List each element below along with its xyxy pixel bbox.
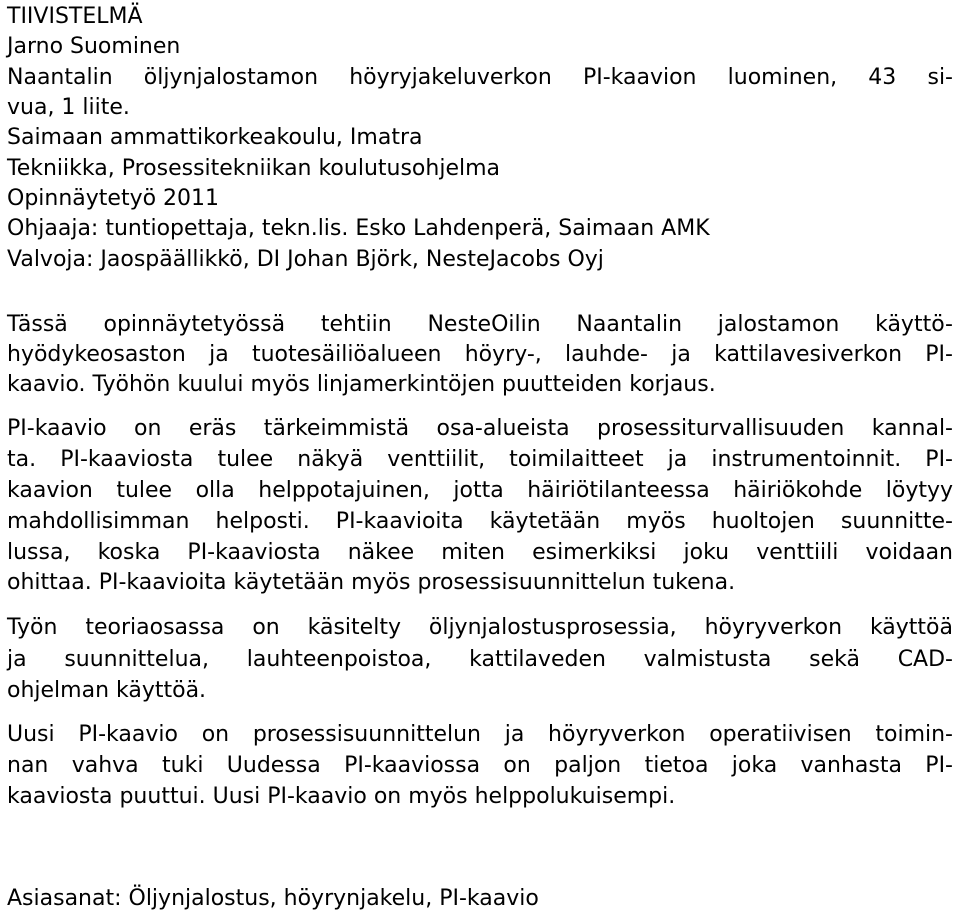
paragraph-2-line-1: PI-kaavio on eräs tärkeimmistä osa-alueista prosessiturvallisuuden kannal- (7, 416, 953, 441)
paragraph-2-line-4: mahdollisimman helposti. PI-kaavioita käytetään myös huoltojen suunnitte- (7, 509, 953, 534)
paragraph-3-line-3: ohjelman käyttöä. (7, 678, 207, 703)
paragraph-4-line-1: Uusi PI-kaavio on prosessisuunnittelun ja höyryverkon operatiivisen toimin- (7, 722, 953, 747)
paragraph-2-line-3: kaavion tulee olla helppotajuinen, jotta häiriötilanteessa häiriökohde löytyy (7, 478, 953, 503)
thesis-year: Opinnäytetyö 2011 (7, 186, 220, 211)
paragraph-1-line-1: Tässä opinnäytetyössä tehtiin NesteOilin Naantalin jalostamon käyttö- (7, 312, 953, 337)
paragraph-3-line-2: ja suunnittelua, lauhteenpoistoa, kattilaveden valmistusta sekä CAD- (7, 647, 953, 672)
paragraph-4-line-3: kaaviosta puuttui. Uusi PI-kaavio on myös helppolukuisempi. (7, 784, 676, 809)
paragraph-3-line-1: Työn teoriaosassa on käsitelty öljynjalostusprosessia, höyryverkon käyttöä (7, 615, 953, 640)
thesis-title-line-2: vua, 1 liite. (7, 95, 130, 120)
degree-program: Tekniikka, Prosessitekniikan koulutusohjelma (7, 156, 501, 181)
author-name: Jarno Suominen (7, 34, 181, 59)
paragraph-1-line-3: kaavio. Työhön kuului myös linjamerkintöjen puutteiden korjaus. (7, 372, 716, 397)
supervisor: Ohjaaja: tuntiopettaja, tekn.lis. Esko Lahdenperä, Saimaan AMK (7, 216, 710, 241)
page-title: TIIVISTELMÄ (7, 4, 143, 29)
thesis-title-line-1: Naantalin öljynjalostamon höyryjakeluverkon PI-kaavion luominen, 43 si- (7, 65, 953, 90)
keywords: Asiasanat: Öljynjalostus, höyrynjakelu, PI-kaavio (7, 886, 539, 911)
paragraph-2-line-5: lussa, koska PI-kaaviosta näkee miten esimerkiksi joku venttiili voidaan (7, 540, 953, 565)
paragraph-2-line-6: ohittaa. PI-kaavioita käytetään myös prosessisuunnittelun tukena. (7, 570, 736, 595)
paragraph-1-line-2: hyödykeosaston ja tuotesäiliöalueen höyry-, lauhde- ja kattilavesiverkon PI- (7, 342, 953, 367)
paragraph-2-line-2: ta. PI-kaaviosta tulee näkyä venttiilit, toimilaitteet ja instrumentoinnit. PI- (7, 447, 953, 472)
paragraph-4-line-2: nan vahva tuki Uudessa PI-kaaviossa on paljon tietoa joka vanhasta PI- (7, 753, 953, 778)
school-name: Saimaan ammattikorkeakoulu, Imatra (7, 125, 423, 150)
examiner: Valvoja: Jaospäällikkö, DI Johan Björk, NesteJacobs Oyj (7, 247, 604, 272)
